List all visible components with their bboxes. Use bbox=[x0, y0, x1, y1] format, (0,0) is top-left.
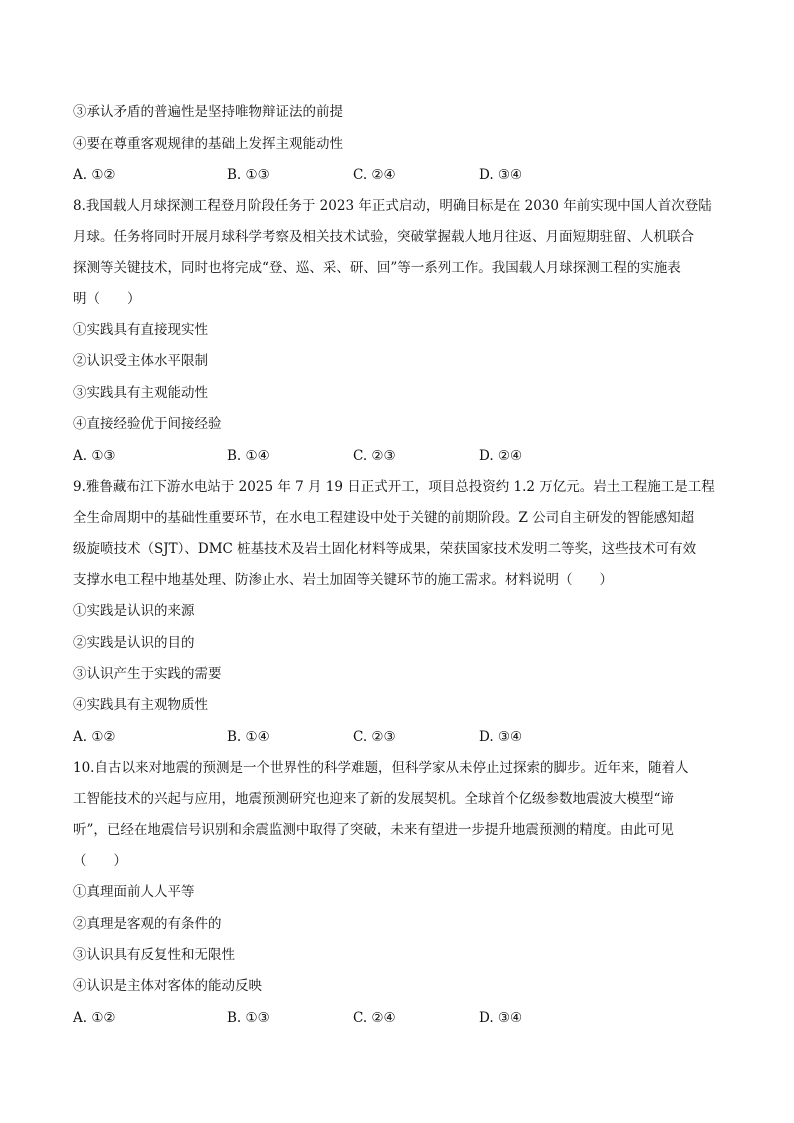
q8-option-a[interactable]: A. ①③ bbox=[73, 448, 116, 464]
q7-statement-4: ④要在尊重客观规律的基础上发挥主观能动性 bbox=[73, 136, 343, 152]
q8-option-c[interactable]: C. ②③ bbox=[353, 448, 396, 464]
q7-statement-3: ③承认矛盾的普遍性是坚持唯物辩证法的前提 bbox=[73, 104, 343, 120]
q9-option-b[interactable]: B. ①④ bbox=[227, 729, 270, 745]
q7-option-b[interactable]: B. ①③ bbox=[227, 167, 270, 183]
q10-option-b[interactable]: B. ①③ bbox=[227, 1010, 270, 1026]
q8-statement-2: ②认识受主体水平限制 bbox=[73, 353, 208, 369]
q10-stem-line-1: 10.自古以来对地震的预测是一个世界性的科学难题，但科学家从未停止过探索的脚步。近年来，随着人 bbox=[73, 760, 689, 776]
q7-option-a[interactable]: A. ①② bbox=[73, 167, 116, 183]
q10-statement-4: ④认识是主体对客体的能动反映 bbox=[73, 978, 262, 994]
q9-stem-line-3: 级旋喷技术（SJT）、DMC 桩基技术及岩土固化材料等成果，荣获国家技术发明二等奖，这些技术可有效 bbox=[73, 541, 697, 557]
q10-statement-1: ①真理面前人人平等 bbox=[73, 884, 195, 900]
q9-statement-1: ①实践是认识的来源 bbox=[73, 603, 195, 619]
q9-option-d[interactable]: D. ③④ bbox=[479, 729, 523, 745]
q8-stem-line-4: 明（ ） bbox=[73, 291, 141, 307]
q10-stem-line-2: 工智能技术的兴起与应用，地震预测研究也迎来了新的发展契机。全球首个亿级参数地震波大模型“谛 bbox=[73, 791, 674, 807]
q10-statement-3: ③认识具有反复性和无限性 bbox=[73, 947, 235, 963]
q9-stem-line-1: 9.雅鲁藏布江下游水电站于 2025 年 7 月 19 日正式开工，项目总投资约 1.2 万亿元。岩土工程施工是工程 bbox=[73, 479, 715, 495]
q10-option-d[interactable]: D. ③④ bbox=[479, 1010, 523, 1026]
q10-options bbox=[73, 1008, 721, 1028]
q9-statement-2: ②实践是认识的目的 bbox=[73, 635, 195, 651]
q8-option-b[interactable]: B. ①④ bbox=[227, 448, 270, 464]
q7-options bbox=[73, 165, 721, 185]
q8-statement-4: ④直接经验优于间接经验 bbox=[73, 416, 222, 432]
q9-option-c[interactable]: C. ②③ bbox=[353, 729, 396, 745]
q9-statement-4: ④实践具有主观物质性 bbox=[73, 697, 208, 713]
q9-statement-3: ③认识产生于实践的需要 bbox=[73, 666, 222, 682]
q8-stem-line-2: 月球。任务将同时开展月球科学考察及相关技术试验，突破掌握载人地月往返、月面短期驻留、人机联合 bbox=[73, 229, 694, 245]
q8-stem-line-3: 探测等关键技术，同时也将完成“登、巡、采、研、回”等一系列工作。我国载人月球探测工程的实施表 bbox=[73, 260, 681, 276]
q8-options bbox=[73, 446, 721, 466]
q10-statement-2: ②真理是客观的有条件的 bbox=[73, 916, 222, 932]
q9-stem-line-4: 支撑水电工程中地基处理、防渗止水、岩土加固等关键环节的施工需求。材料说明（ ） bbox=[73, 572, 613, 588]
q9-option-a[interactable]: A. ①② bbox=[73, 729, 116, 745]
q10-stem-line-3: 听”，已经在地震信号识别和余震监测中取得了突破，未来有望进一步提升地震预测的精度。由此可见 bbox=[73, 822, 674, 838]
q7-option-d[interactable]: D. ③④ bbox=[479, 167, 523, 183]
q10-option-a[interactable]: A. ①② bbox=[73, 1010, 116, 1026]
q10-option-c[interactable]: C. ②④ bbox=[353, 1010, 396, 1026]
q7-option-c[interactable]: C. ②④ bbox=[353, 167, 396, 183]
q8-stem-line-1: 8.我国载人月球探测工程登月阶段任务于 2023 年正式启动，明确目标是在 2030 年前实现中国人首次登陆 bbox=[73, 198, 712, 214]
q10-stem-line-4: （ ） bbox=[73, 853, 127, 869]
q8-statement-1: ①实践具有直接现实性 bbox=[73, 322, 208, 338]
q9-stem-line-2: 全生命周期中的基础性重要环节，在水电工程建设中处于关键的前期阶段。Z 公司自主研发的智能感知超 bbox=[73, 510, 695, 526]
q8-option-d[interactable]: D. ②④ bbox=[479, 448, 523, 464]
q9-options bbox=[73, 727, 721, 747]
q8-statement-3: ③实践具有主观能动性 bbox=[73, 385, 208, 401]
